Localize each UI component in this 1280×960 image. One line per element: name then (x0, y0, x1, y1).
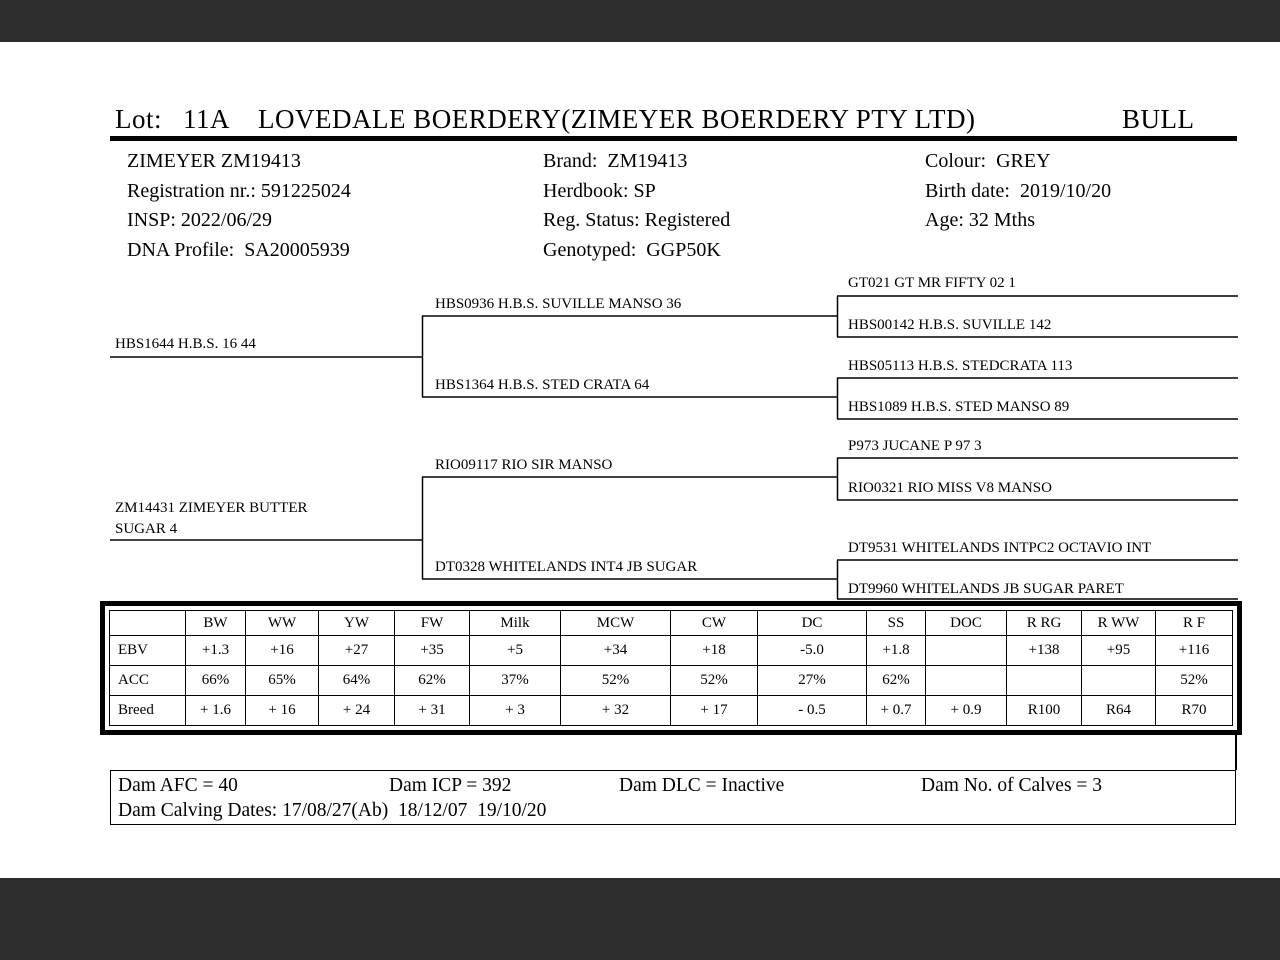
ebv-value-cell: +116 (1156, 636, 1233, 666)
acc-value-cell: 64% (319, 666, 395, 696)
ebv-value-cell: +34 (561, 636, 671, 666)
ebv-value-cell: +5 (470, 636, 561, 666)
column-header (110, 611, 186, 636)
acc-value-cell: 27% (758, 666, 867, 696)
acc-value-cell: 62% (867, 666, 926, 696)
dam-sire-sire-name: P973 JUCANE P 97 3 (848, 438, 982, 454)
dam-icp: Dam ICP = 392 (389, 775, 512, 796)
breed-value-cell: + 1.6 (186, 696, 246, 726)
ebv-value-cell: +1.3 (186, 636, 246, 666)
ebv-value-cell (926, 636, 1007, 666)
column-header: SS (867, 611, 926, 636)
column-header: R F (1156, 611, 1233, 636)
animal-name: ZIMEYER ZM19413 (127, 150, 301, 172)
column-header: CW (671, 611, 758, 636)
sire-dam-name: HBS1364 H.B.S. STED CRATA 64 (435, 377, 650, 393)
dam-info-box (110, 770, 1236, 825)
acc-value-cell: 62% (395, 666, 470, 696)
inspection-date: INSP: 2022/06/29 (127, 209, 273, 231)
age: Age: 32 Mths (925, 209, 1035, 231)
lot-number: 11A (183, 104, 230, 134)
breed-value-cell: + 16 (246, 696, 319, 726)
dam-calf-count: Dam No. of Calves = 3 (921, 775, 1103, 796)
row-label: EBV (110, 636, 186, 666)
dam-sire-name: RIO09117 RIO SIR MANSO (435, 457, 613, 473)
ebv-table (109, 610, 1233, 726)
genotyped: Genotyped: GGP50K (543, 238, 721, 261)
sire-dam-dam-name: HBS1089 H.B.S. STED MANSO 89 (848, 399, 1070, 415)
acc-value-cell: 52% (561, 666, 671, 696)
sire-dam-sire-name: HBS05113 H.B.S. STEDCRATA 113 (848, 358, 1073, 374)
registration-number: Registration nr.: 591225024 (127, 179, 351, 202)
ebv-value-cell: +1.8 (867, 636, 926, 666)
herd-name: LOVEDALE BOERDERY(ZIMEYER BOERDERY PTY LTD) (258, 104, 976, 134)
breed-value-cell: + 3 (470, 696, 561, 726)
acc-value-cell: 65% (246, 666, 319, 696)
lot-label: Lot: (115, 104, 162, 134)
column-header: DC (758, 611, 867, 636)
acc-value-cell: 52% (671, 666, 758, 696)
dna-profile: DNA Profile: SA20005939 (127, 238, 350, 261)
herdbook: Herdbook: SP (543, 179, 656, 202)
reg-status: Reg. Status: Registered (543, 209, 731, 231)
breed-value-cell: + 32 (561, 696, 671, 726)
ebv-value-cell: +18 (671, 636, 758, 666)
breed-value-cell: + 31 (395, 696, 470, 726)
colour: Colour: GREY (925, 150, 1051, 172)
ebv-value-cell: +35 (395, 636, 470, 666)
brand: Brand: ZM19413 (543, 150, 688, 172)
dam-calving-dates: Dam Calving Dates: 17/08/27(Ab) 18/12/07 19/10/20 (118, 800, 547, 821)
ebv-value-cell: -5.0 (758, 636, 867, 666)
breed-value-cell: R70 (1156, 696, 1233, 726)
sire-name: HBS1644 H.B.S. 16 44 (115, 336, 256, 352)
column-header: R WW (1082, 611, 1156, 636)
dam-name: ZM14431 ZIMEYER BUTTER SUGAR 4 (115, 500, 308, 537)
column-header: FW (395, 611, 470, 636)
column-header: BW (186, 611, 246, 636)
ebv-value-cell: +95 (1082, 636, 1156, 666)
column-header: MCW (561, 611, 671, 636)
animal-type: BULL (1122, 104, 1195, 134)
acc-value-cell: 37% (470, 666, 561, 696)
dam-afc: Dam AFC = 40 (118, 775, 238, 796)
acc-value-cell (1082, 666, 1156, 696)
breed-value-cell: + 0.7 (867, 696, 926, 726)
sire-sire-sire-name: GT021 GT MR FIFTY 02 1 (848, 275, 1016, 291)
table-to-dam-connector (1235, 735, 1237, 770)
breed-value-cell: + 24 (319, 696, 395, 726)
acc-value-cell: 66% (186, 666, 246, 696)
column-header: WW (246, 611, 319, 636)
dam-dam-name: DT0328 WHITELANDS INT4 JB SUGAR (435, 559, 698, 575)
breed-value-cell: + 0.9 (926, 696, 1007, 726)
acc-row (110, 666, 1233, 696)
row-label: ACC (110, 666, 186, 696)
sire-sire-dam-name: HBS00142 H.B.S. SUVILLE 142 (848, 317, 1052, 333)
ebv-value-cell: +16 (246, 636, 319, 666)
ebv-value-cell: +27 (319, 636, 395, 666)
column-header: DOC (926, 611, 1007, 636)
acc-value-cell (1007, 666, 1082, 696)
breed-value-cell: + 17 (671, 696, 758, 726)
breed-value-cell: R64 (1082, 696, 1156, 726)
dam-dlc: Dam DLC = Inactive (619, 775, 785, 796)
acc-value-cell: 52% (1156, 666, 1233, 696)
column-header: R RG (1007, 611, 1082, 636)
dam-dam-sire-name: DT9531 WHITELANDS INTPC2 OCTAVIO INT (848, 540, 1152, 556)
breed-row (110, 696, 1233, 726)
ebv-table-box (100, 601, 1242, 735)
acc-value-cell (926, 666, 1007, 696)
column-header: YW (319, 611, 395, 636)
breed-value-cell: - 0.5 (758, 696, 867, 726)
breed-value-cell: R100 (1007, 696, 1082, 726)
ebv-value-cell: +138 (1007, 636, 1082, 666)
ebv-header-row (110, 611, 1233, 636)
sire-sire-name: HBS0936 H.B.S. SUVILLE MANSO 36 (435, 296, 682, 312)
birth-date: Birth date: 2019/10/20 (925, 179, 1112, 202)
column-header: Milk (470, 611, 561, 636)
row-label: Breed (110, 696, 186, 726)
dam-dam-dam-name: DT9960 WHITELANDS JB SUGAR PARET (848, 581, 1124, 597)
ebv-row (110, 636, 1233, 666)
dam-sire-dam-name: RIO0321 RIO MISS V8 MANSO (848, 480, 1052, 496)
